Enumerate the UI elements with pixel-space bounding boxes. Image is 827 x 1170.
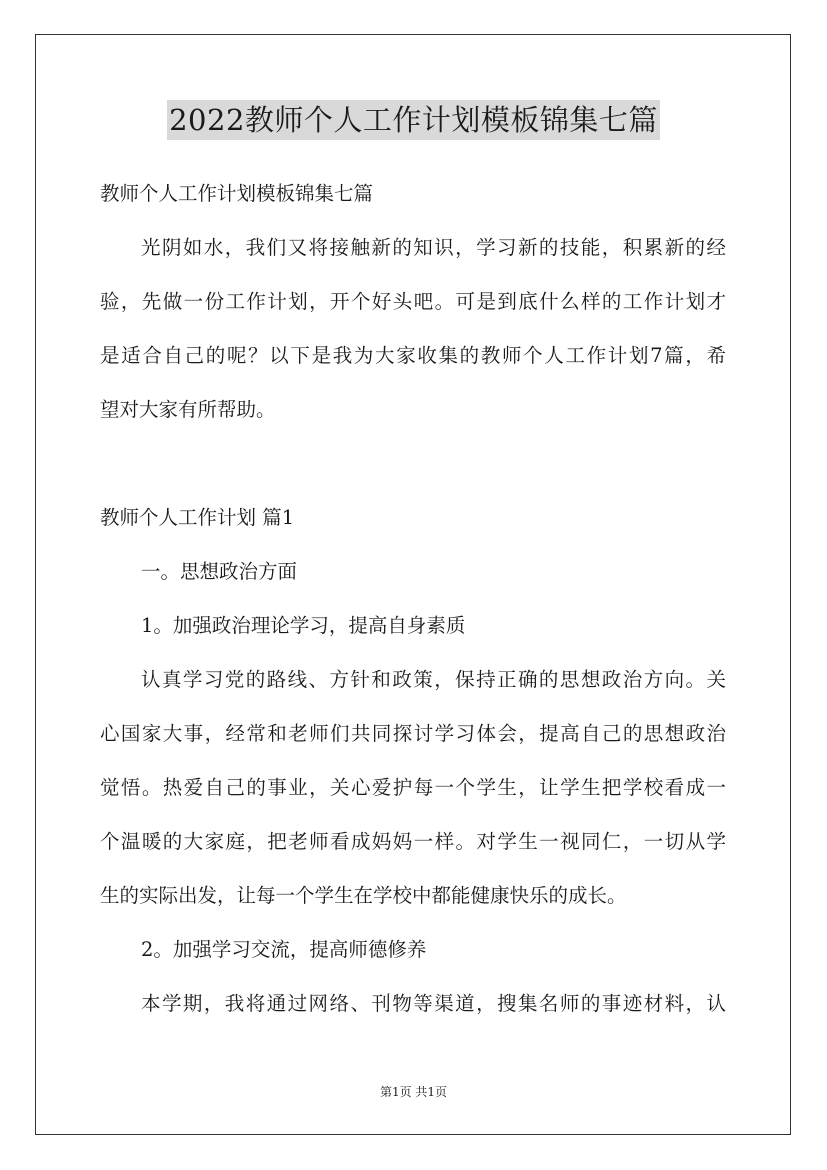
paragraph-line: 生的实际出发，让每一个学生在学校中都能健康快乐的成长。 [100, 884, 627, 907]
page-number: 第1页 共1页 [379, 1085, 448, 1099]
paragraph-line: 个温暖的大家庭，把老师看成妈妈一样。对学生一视同仁，一切从学 [100, 830, 726, 853]
title-container [0, 100, 827, 140]
intro-line: 望对大家有所帮助。 [100, 398, 276, 421]
paragraph-line: 认真学习党的路线、方针和政策，保持正确的思想政治方向。关 [141, 668, 726, 691]
item-heading: 1。加强政治理论学习，提高自身素质 [141, 614, 466, 637]
sub-heading: 一。思想政治方面 [141, 560, 298, 583]
section-heading: 教师个人工作计划 篇1 [100, 506, 295, 529]
paragraph-line: 觉悟。热爱自己的事业，关心爱护每一个学生，让学生把学校看成一 [100, 776, 726, 799]
document-subtitle: 教师个人工作计划模板锦集七篇 [100, 182, 374, 205]
paragraph-line: 心国家大事，经常和老师们共同探讨学习体会，提高自己的思想政治 [100, 722, 726, 745]
intro-line: 验，先做一份工作计划，开个好头吧。可是到底什么样的工作计划才 [100, 290, 726, 313]
intro-line: 是适合自己的呢？以下是我为大家收集的教师个人工作计划7篇，希 [100, 344, 726, 367]
item-heading: 2。加强学习交流，提高师德修养 [141, 938, 427, 961]
document-title: 2022教师个人工作计划模板锦集七篇 [167, 100, 660, 140]
paragraph-line: 本学期，我将通过网络、刊物等渠道，搜集名师的事迹材料，认 [141, 992, 726, 1015]
page-footer [0, 1083, 827, 1100]
intro-line: 光阴如水，我们又将接触新的知识，学习新的技能，积累新的经 [141, 236, 726, 259]
